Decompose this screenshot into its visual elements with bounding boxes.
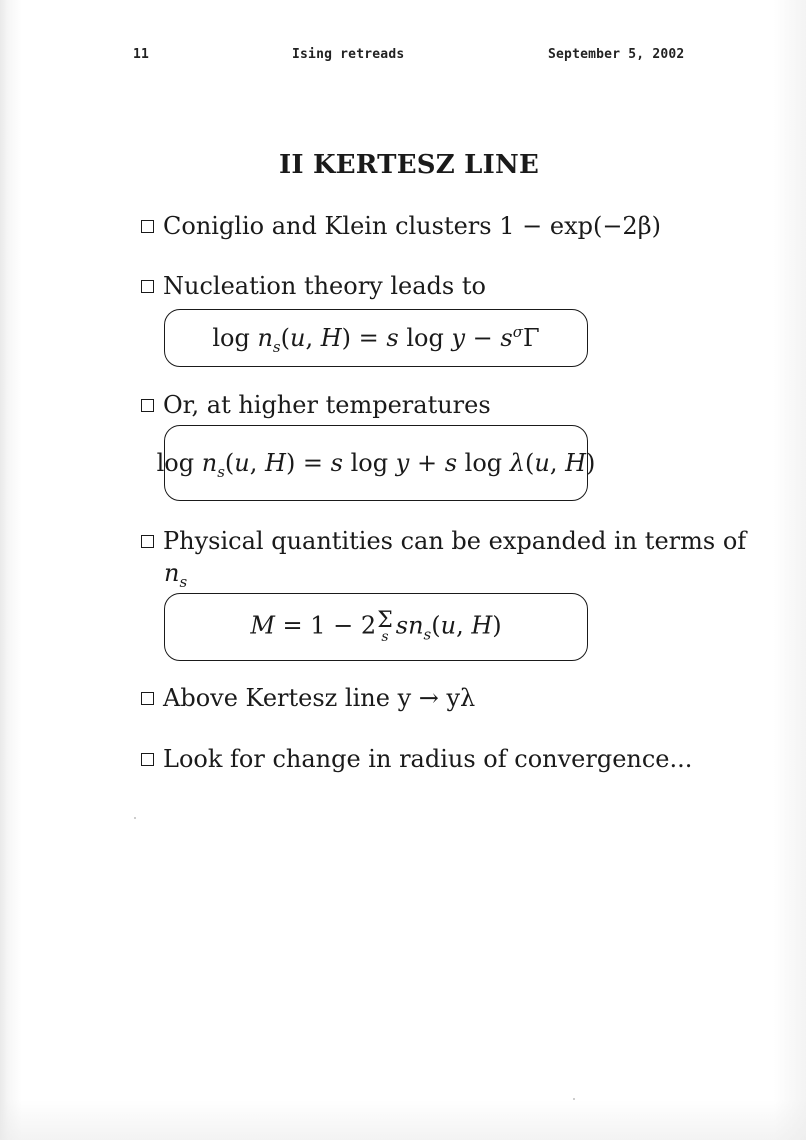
header-date: September 5, 2002 [548, 47, 685, 62]
page-number: 11 [133, 47, 150, 62]
summation-symbol: Σ s [377, 608, 393, 645]
bullet-nucleation [141, 271, 486, 301]
equation-magnetization: M = 1 − 2 Σ s $sn_s(u$, H) [250, 608, 502, 645]
running-title: Ising retreads [292, 47, 405, 62]
bullet-text: Above Kertesz line y → yλ [163, 684, 476, 712]
continuation-symbol: n [164, 559, 180, 587]
equation-high-temperature: $\log n_s(u$, H) = s log y + s log λ(u, H) [156, 449, 596, 481]
continuation-subscript: s [179, 572, 188, 591]
bullet-text: Physical quantities can be expanded in terms of [163, 527, 747, 555]
bullet-coniglio-klein [141, 211, 661, 241]
bullet-box-icon [141, 535, 154, 548]
bullet-radius-of-convergence [141, 744, 692, 774]
scan-speck [573, 1098, 575, 1100]
bullet-text: Coniglio and Klein clusters 1 − exp(−2β) [163, 212, 661, 240]
bullet-above-kertesz-line [141, 683, 475, 713]
bullet-box-icon [141, 692, 154, 705]
equation-nucleation: $\log n_s(u$, H) = s $\log y - s^\sigma\Gamma$ [212, 323, 540, 356]
bullet-box-icon [141, 753, 154, 766]
bullet-physical-quantities [141, 526, 746, 556]
bullet-text: Nucleation theory leads to [163, 272, 486, 300]
bullet-text: Look for change in radius of convergence... [163, 745, 693, 773]
page-title: II KERTESZ LINE [279, 150, 539, 180]
scan-speck [134, 817, 136, 819]
bullet-text: Or, at higher temperatures [163, 391, 491, 419]
bullet-continuation [164, 558, 188, 591]
bullet-box-icon [141, 280, 154, 293]
equation-box-nucleation [164, 309, 588, 367]
bullet-box-icon [141, 399, 154, 412]
bullet-box-icon [141, 220, 154, 233]
bullet-higher-temperatures [141, 390, 491, 420]
equation-box-high-temperature [156, 425, 596, 501]
equation-box-magnetization [164, 593, 588, 661]
